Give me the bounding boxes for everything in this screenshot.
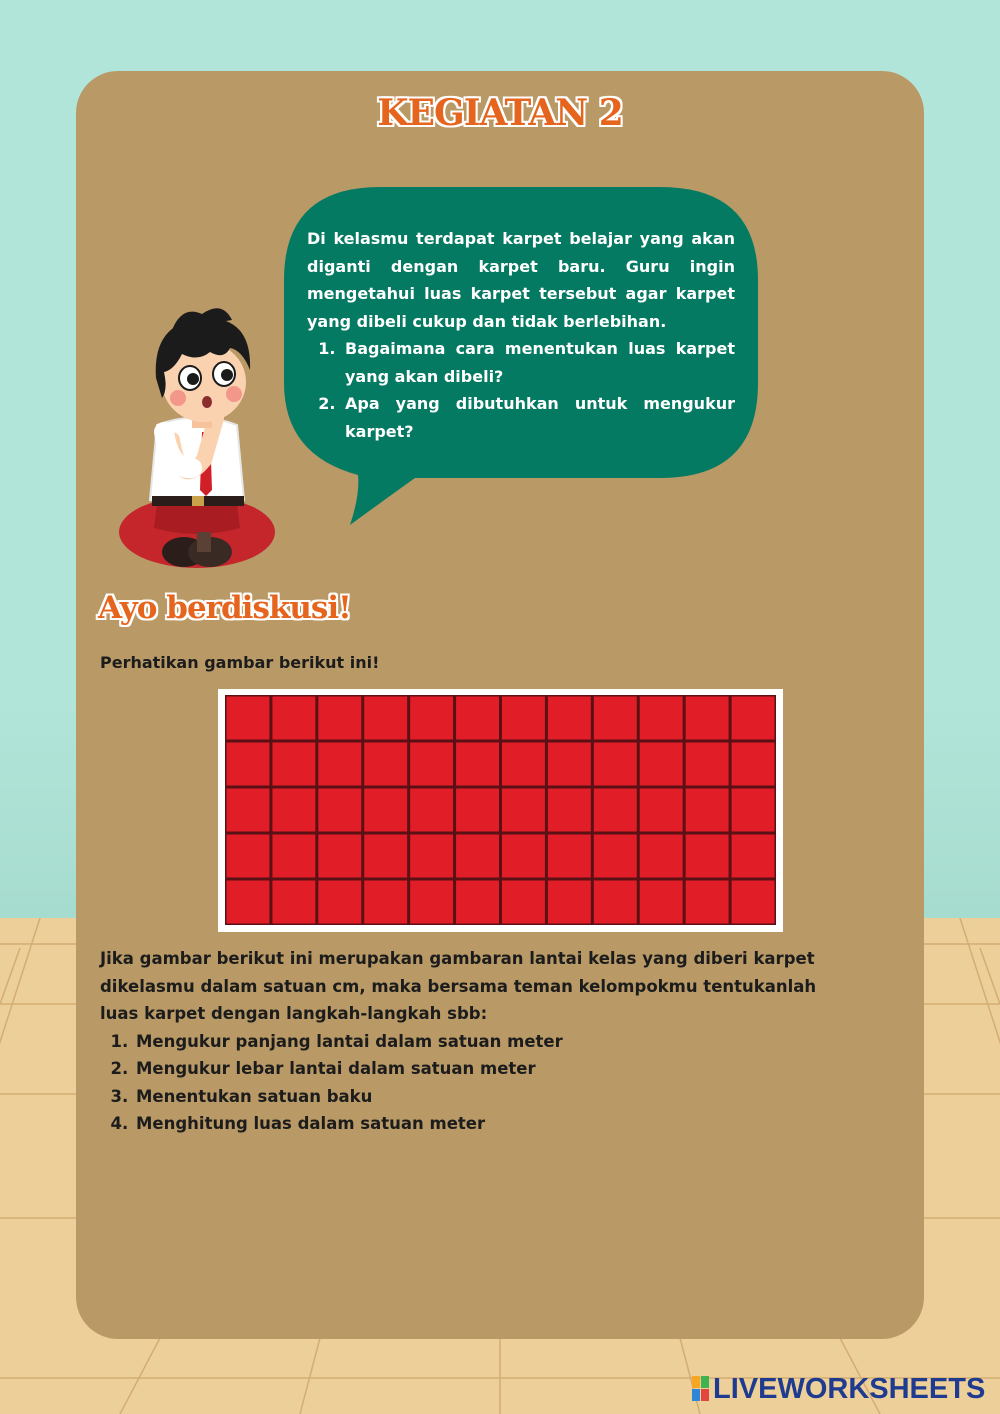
carpet-tile xyxy=(640,835,683,878)
liveworksheets-logo xyxy=(692,1372,985,1406)
carpet-tile xyxy=(732,789,775,832)
task-step: 1. Mengukur panjang lantai dalam satuan meter xyxy=(134,1028,860,1056)
speech-intro: Di kelasmu terdapat karpet belajar yang akan diganti dengan karpet baru. Guru ingin mengetahui luas karpet tersebut agar karpet yang dibeli cukup dan tidak berlebihan. xyxy=(307,229,735,331)
carpet-tile xyxy=(364,881,407,924)
carpet-tile xyxy=(410,835,453,878)
carpet-tile xyxy=(686,789,729,832)
thinking-boy-illustration xyxy=(112,300,282,580)
carpet-grid xyxy=(225,695,776,925)
carpet-tile xyxy=(272,743,315,786)
task-paragraph: Jika gambar berikut ini merupakan gambaran lantai kelas yang diberi karpet dikelasmu dalam satuan cm, maka bersama teman kelompokmu tentukanlah luas karpet dengan langkah-langkah sbb: xyxy=(100,949,817,1023)
speech-questions xyxy=(307,335,735,445)
carpet-tile xyxy=(502,789,545,832)
speech-question: 2. Apa yang dibutuhkan untuk mengukur karpet? xyxy=(341,390,735,445)
carpet-tile xyxy=(502,743,545,786)
carpet-tile xyxy=(272,835,315,878)
task-description xyxy=(100,945,860,1138)
task-steps xyxy=(100,1028,860,1138)
carpet-tile xyxy=(318,789,361,832)
carpet-tile xyxy=(227,835,270,878)
carpet-tile xyxy=(410,697,453,740)
carpet-tile xyxy=(686,743,729,786)
carpet-tile xyxy=(686,697,729,740)
carpet-tile xyxy=(364,697,407,740)
carpet-tile xyxy=(227,697,270,740)
section-heading: Ayo berdiskusi! xyxy=(98,590,351,626)
carpet-tile xyxy=(227,881,270,924)
carpet-tile xyxy=(456,835,499,878)
carpet-tile xyxy=(318,743,361,786)
carpet-tile xyxy=(594,881,637,924)
brand-name: LIVEWORKSHEETS xyxy=(713,1372,986,1405)
carpet-tile xyxy=(502,697,545,740)
carpet-tile xyxy=(640,789,683,832)
carpet-tile xyxy=(364,835,407,878)
carpet-tile xyxy=(594,789,637,832)
carpet-tile xyxy=(227,743,270,786)
carpet-tile xyxy=(548,743,591,786)
carpet-tile xyxy=(686,881,729,924)
carpet-tile xyxy=(548,881,591,924)
task-step: 3. Menentukan satuan baku xyxy=(134,1083,860,1111)
carpet-tile xyxy=(548,697,591,740)
carpet-tile xyxy=(318,697,361,740)
page-title: KEGIATAN 2 xyxy=(377,92,623,134)
carpet-tile xyxy=(732,835,775,878)
carpet-tile xyxy=(594,835,637,878)
carpet-tile xyxy=(410,881,453,924)
carpet-tile xyxy=(364,789,407,832)
carpet-tile xyxy=(732,743,775,786)
carpet-tile xyxy=(594,697,637,740)
carpet-tile xyxy=(456,697,499,740)
carpet-tile xyxy=(410,743,453,786)
carpet-tile xyxy=(364,743,407,786)
carpet-tile xyxy=(227,789,270,832)
carpet-tile xyxy=(318,881,361,924)
carpet-tile xyxy=(410,789,453,832)
carpet-tile xyxy=(502,881,545,924)
carpet-tile xyxy=(318,835,361,878)
carpet-tile xyxy=(686,835,729,878)
carpet-tile xyxy=(732,697,775,740)
instruction-text: Perhatikan gambar berikut ini! xyxy=(100,653,380,672)
task-step: 4. Menghitung luas dalam satuan meter xyxy=(134,1110,860,1138)
carpet-tile xyxy=(502,835,545,878)
speech-question: 1. Bagaimana cara menentukan luas karpet yang akan dibeli? xyxy=(341,335,735,390)
carpet-tile xyxy=(456,881,499,924)
speech-bubble-text xyxy=(307,225,735,445)
carpet-tile xyxy=(272,789,315,832)
carpet-tile xyxy=(456,743,499,786)
carpet-tile xyxy=(272,697,315,740)
carpet-tile xyxy=(594,743,637,786)
carpet-tile xyxy=(272,881,315,924)
carpet-tile xyxy=(640,697,683,740)
liveworksheets-logo-icon xyxy=(692,1376,710,1402)
carpet-tile xyxy=(548,789,591,832)
carpet-tile xyxy=(732,881,775,924)
carpet-tile xyxy=(548,835,591,878)
carpet-tile xyxy=(640,743,683,786)
carpet-tile xyxy=(456,789,499,832)
carpet-figure xyxy=(218,689,783,932)
task-step: 2. Mengukur lebar lantai dalam satuan meter xyxy=(134,1055,860,1083)
carpet-tile xyxy=(640,881,683,924)
